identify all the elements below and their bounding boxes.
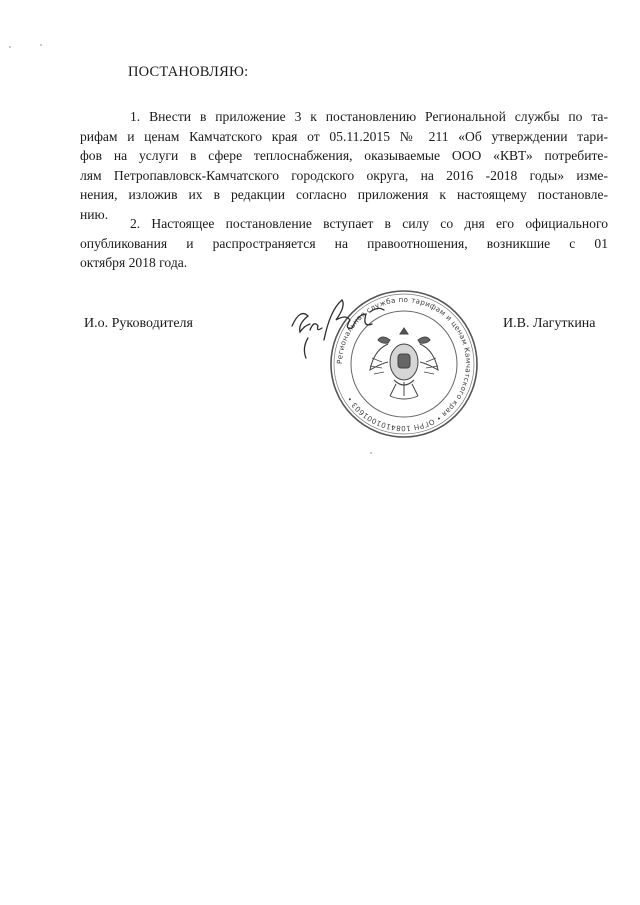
- paragraph-1-line: нию.: [80, 206, 109, 222]
- scan-speck: [40, 44, 42, 46]
- decree-heading: ПОСТАНОВЛЯЮ:: [128, 64, 249, 80]
- scan-speck: [370, 452, 372, 454]
- handwritten-signature: [286, 290, 396, 362]
- signatory-name: И.В. Лагуткина: [503, 316, 596, 331]
- paragraph-1-line: фов на услуги в сфере теплоснабжения, оказываемые ООО «КВТ» потребите-: [80, 148, 608, 163]
- signatory-title: И.о. Руководителя: [84, 316, 193, 331]
- paragraph-2-line: октября 2018 года.: [80, 255, 188, 270]
- paragraph-1-line: нения, изложив их в редакции согласно приложения к настоящему постановле-: [80, 187, 608, 202]
- paragraph-1-line: рифам и ценам Камчатского края от 05.11.2015 № 211 «Об утверждении тари-: [80, 128, 608, 144]
- paragraph-2-line: опубликования и распространяется на правоотношения, возникшие с 01: [80, 235, 608, 251]
- paragraph-1: [80, 107, 608, 224]
- paragraph-2: [80, 214, 608, 273]
- paragraph-2-line: 2. Настоящее постановление вступает в силу со дня его официального: [130, 216, 608, 231]
- paragraph-1-line: 1. Внести в приложение 3 к постановлению Региональной службы по та-: [130, 109, 608, 124]
- scan-speck: [9, 46, 11, 48]
- seal-ring-text: Региональная служба по тарифам и ценам Камчатского края • ОГРН 1084101001603 •: [334, 294, 474, 434]
- paragraph-1-line: лям Петропавловск-Камчатского городского округа, на 2016 -2018 годы» изме-: [80, 167, 608, 183]
